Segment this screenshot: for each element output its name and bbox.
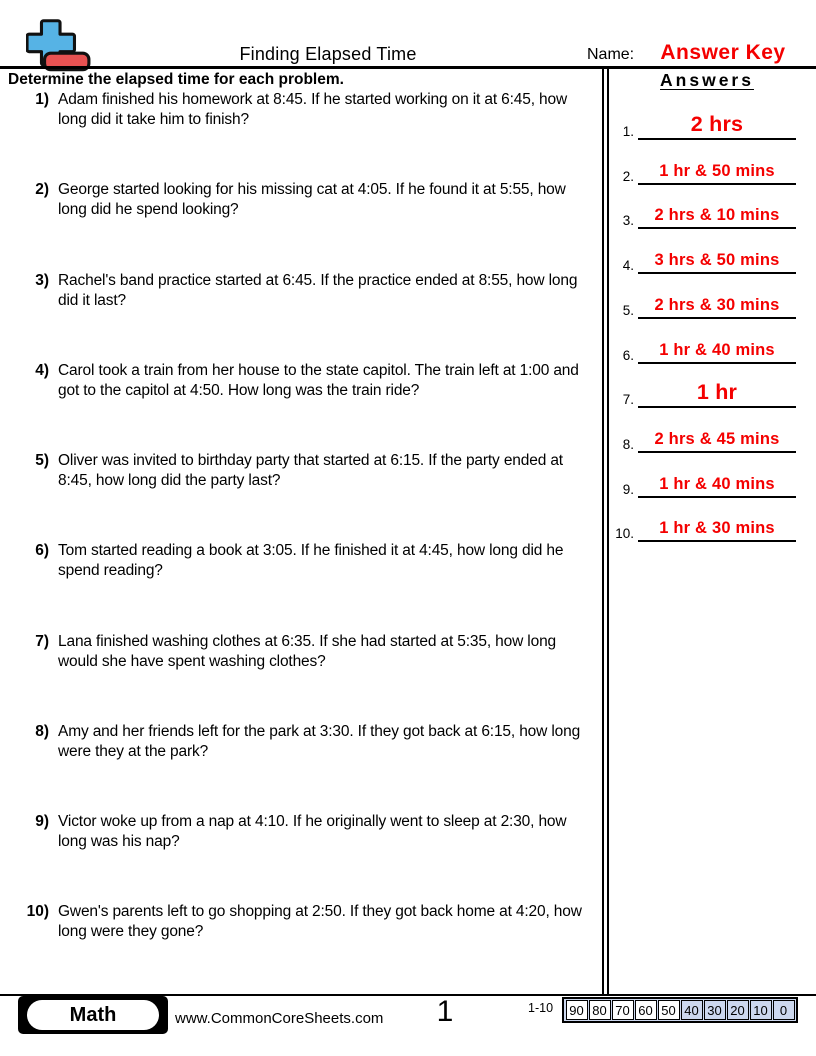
- answer-text: 2 hrs & 45 mins: [654, 429, 780, 448]
- answer-item: [611, 242, 796, 274]
- problem-number: 4): [35, 362, 49, 379]
- problem-text: Tom started reading a book at 3:05. If he finished it at 4:45, how long did he spend reading?: [58, 542, 564, 579]
- answer-number: 8.: [622, 437, 634, 452]
- problem-text: Amy and her friends left for the park at 3:30. If they got back at 6:15, how long were they at the park?: [58, 723, 581, 760]
- answer-text: 1 hr & 30 mins: [659, 518, 775, 537]
- answer-blank-line: [638, 163, 796, 185]
- name-label: Name:: [587, 46, 635, 63]
- answer-item: [611, 332, 796, 364]
- problem-text: George started looking for his missing cat at 4:05. If he found it at 5:55, how long did he spend looking?: [58, 181, 566, 218]
- problem-number: 3): [35, 272, 49, 289]
- answer-item: [611, 466, 796, 498]
- answer-item: [611, 376, 796, 408]
- problem-text: Carol took a train from her house to the state capitol. The train left at 1:00 and got to the capitol at 4:50. How long was the train ride?: [58, 362, 579, 399]
- score-cell: 50: [658, 1000, 680, 1020]
- problem-text: Victor woke up from a nap at 4:10. If he originally went to sleep at 2:30, how long was his nap?: [58, 813, 567, 850]
- problem-item: [8, 361, 598, 400]
- answer-text: 1 hr & 40 mins: [659, 474, 775, 493]
- answer-blank-line: [638, 381, 796, 408]
- problem-item: [8, 451, 598, 490]
- problem-item: [8, 90, 598, 129]
- score-cell: 80: [589, 1000, 611, 1020]
- problem-text: Lana finished washing clothes at 6:35. If she had started at 5:35, how long would she have spent washing clothes?: [58, 633, 557, 670]
- answer-number: 9.: [622, 482, 634, 497]
- answer-text: 3 hrs & 50 mins: [654, 250, 780, 269]
- answer-text: 1 hr: [696, 380, 738, 405]
- problem-item: [8, 722, 598, 761]
- score-cell: 40: [681, 1000, 703, 1020]
- problem-text: Gwen's parents left to go shopping at 2:50. If they got back home at 4:20, how long were they gone?: [58, 903, 582, 940]
- score-range-label: 1-10: [528, 1001, 554, 1015]
- plus-minus-icon: [26, 19, 92, 73]
- answer-number: 2.: [622, 169, 634, 184]
- problem-number: 8): [35, 723, 49, 740]
- answer-text: 2 hrs: [690, 112, 744, 137]
- answer-blank-line: [638, 476, 796, 498]
- answer-blank-line: [638, 113, 796, 140]
- problem-text: Adam finished his homework at 8:45. If he started working on it at 6:45, how long did it take him to finish?: [58, 91, 567, 128]
- problem-item: [8, 632, 598, 671]
- answer-blank-line: [638, 207, 796, 229]
- answer-item: [611, 197, 796, 229]
- answer-item: [611, 510, 796, 542]
- answer-number: 5.: [622, 303, 634, 318]
- answer-text: 2 hrs & 30 mins: [654, 295, 780, 314]
- page-title: Finding Elapsed Time: [239, 44, 417, 64]
- problem-item: [8, 902, 598, 941]
- answer-item: [611, 108, 796, 140]
- problem-number: 7): [35, 633, 49, 650]
- problem-text: Rachel's band practice started at 6:45. If the practice ended at 8:55, how long did it last?: [58, 272, 578, 309]
- answer-key-label: Answer Key: [660, 41, 786, 64]
- score-cell: 10: [750, 1000, 772, 1020]
- subject-badge-label: Math: [27, 1000, 159, 1030]
- answer-number: 1.: [622, 124, 634, 139]
- answer-blank-line: [638, 431, 796, 453]
- answer-item: [611, 421, 796, 453]
- score-cell: 20: [727, 1000, 749, 1020]
- answers-title: Answers: [660, 70, 754, 90]
- answer-number: 7.: [622, 392, 634, 407]
- score-cell: 70: [612, 1000, 634, 1020]
- answer-text: 1 hr & 50 mins: [659, 161, 775, 180]
- problem-number: 5): [35, 452, 49, 469]
- answer-text: 2 hrs & 10 mins: [654, 205, 780, 224]
- score-cell: 60: [635, 1000, 657, 1020]
- header-divider: [0, 66, 816, 69]
- answer-blank-line: [638, 520, 796, 542]
- answer-number: 6.: [622, 348, 634, 363]
- instruction-text: Determine the elapsed time for each problem.: [8, 71, 344, 88]
- problem-text: Oliver was invited to birthday party that started at 6:15. If the party ended at 8:45, how long did the party last?: [58, 452, 563, 489]
- problem-number: 6): [35, 542, 49, 559]
- column-divider: [602, 69, 609, 995]
- answer-number: 4.: [622, 258, 634, 273]
- score-cell: 90: [566, 1000, 588, 1020]
- answer-blank-line: [638, 342, 796, 364]
- page-number: 1: [436, 995, 454, 1028]
- answer-number: 3.: [622, 213, 634, 228]
- problem-number: 10): [26, 903, 49, 920]
- answer-number: 10.: [615, 526, 634, 541]
- answer-text: 1 hr & 40 mins: [659, 340, 775, 359]
- score-cell: 30: [704, 1000, 726, 1020]
- answer-blank-line: [638, 297, 796, 319]
- problem-number: 2): [35, 181, 49, 198]
- problem-number: 9): [35, 813, 49, 830]
- subject-badge: [18, 996, 168, 1034]
- score-table: [562, 997, 798, 1023]
- problem-item: [8, 180, 598, 219]
- answer-item: [611, 287, 796, 319]
- problem-item: [8, 812, 598, 851]
- problem-number: 1): [35, 91, 49, 108]
- problem-item: [8, 271, 598, 310]
- answer-blank-line: [638, 252, 796, 274]
- score-cell: 0: [773, 1000, 795, 1020]
- website-text: www.CommonCoreSheets.com: [175, 1010, 384, 1027]
- answer-item: [611, 153, 796, 185]
- problem-item: [8, 541, 598, 580]
